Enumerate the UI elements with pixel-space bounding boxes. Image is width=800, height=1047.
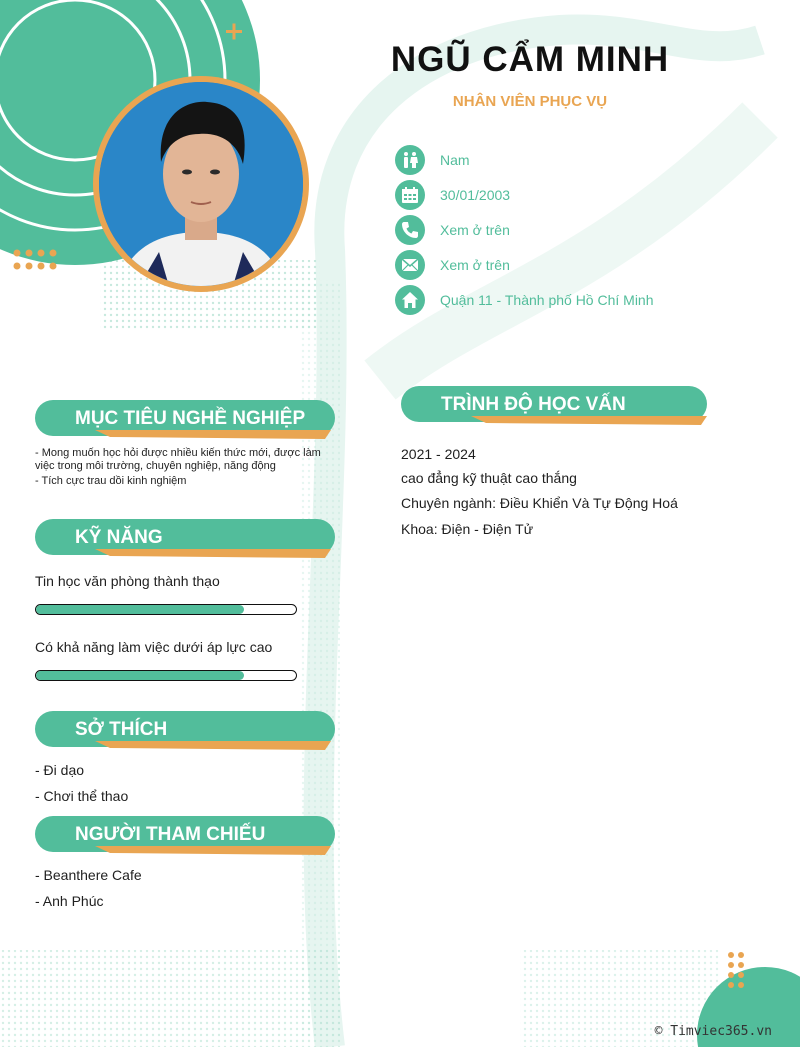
contact-birthday bbox=[395, 180, 775, 210]
skill-bar-fill bbox=[36, 605, 244, 614]
skill-label-1: Tin học văn phòng thành thạo bbox=[35, 573, 220, 589]
contact-email bbox=[395, 250, 775, 280]
skill-label-2: Có khả năng làm việc dưới áp lực cao bbox=[35, 639, 273, 655]
section-hobbies-header bbox=[35, 711, 335, 756]
reference-item-2: - Anh Phúc bbox=[35, 893, 104, 909]
section-objective-header bbox=[35, 400, 335, 445]
objective-heading: MỤC TIÊU NGHỀ NGHIỆP bbox=[75, 408, 306, 429]
section-references-header bbox=[35, 816, 335, 861]
birthday-value: 30/01/2003 bbox=[440, 187, 511, 203]
phone-value: Xem ở trên bbox=[440, 222, 510, 238]
skill-bar-1 bbox=[35, 604, 297, 615]
references-heading: NGƯỜI THAM CHIẾU bbox=[75, 824, 266, 845]
skill-bar-2 bbox=[35, 670, 297, 681]
candidate-name: NGŨ CẨM MINH bbox=[390, 40, 670, 79]
objective-line-2: - Tích cực trau dồi kinh nghiệm bbox=[35, 475, 187, 487]
contact-phone bbox=[395, 215, 775, 245]
contact-gender bbox=[395, 145, 775, 175]
home-icon bbox=[395, 285, 425, 315]
hobby-item-1: - Đi dạo bbox=[35, 762, 85, 778]
gender-value: Nam bbox=[440, 152, 470, 168]
job-title: NHÂN VIÊN PHỤC VỤ bbox=[452, 93, 608, 110]
hobby-item-2: - Chơi thể thao bbox=[35, 788, 129, 804]
hobbies-heading: SỞ THÍCH bbox=[75, 719, 168, 740]
mail-icon bbox=[395, 250, 425, 280]
skill-bar-fill bbox=[36, 671, 244, 680]
education-major: Chuyên ngành: Điều Khiển Và Tự Động Hoá bbox=[401, 495, 678, 511]
reference-item-1: - Beanthere Cafe bbox=[35, 867, 142, 883]
copyright-text: © Timviec365.vn bbox=[654, 1024, 772, 1039]
education-faculty: Khoa: Điện - Điện Tử bbox=[401, 521, 534, 537]
contact-address bbox=[395, 285, 775, 315]
section-education-header bbox=[401, 386, 711, 431]
skills-heading: KỸ NĂNG bbox=[75, 527, 163, 548]
person-portrait bbox=[99, 82, 303, 286]
avatar bbox=[99, 82, 303, 286]
objective-line-1: - Mong muốn học hỏi được nhiều kiến thức mới, được làm việc trong môi trường, chuyên nghiệp, năng động bbox=[35, 447, 321, 472]
phone-icon bbox=[395, 215, 425, 245]
section-skills-header bbox=[35, 519, 335, 564]
profile-photo bbox=[93, 76, 309, 292]
gender-icon bbox=[395, 145, 425, 175]
education-heading: TRÌNH ĐỘ HỌC VẤN bbox=[441, 394, 626, 415]
address-value: Quận 11 - Thành phố Hồ Chí Minh bbox=[440, 292, 654, 308]
education-school: cao đẳng kỹ thuật cao thắng bbox=[401, 470, 577, 486]
calendar-icon bbox=[395, 180, 425, 210]
education-period: 2021 - 2024 bbox=[401, 446, 476, 462]
email-value: Xem ở trên bbox=[440, 257, 510, 273]
